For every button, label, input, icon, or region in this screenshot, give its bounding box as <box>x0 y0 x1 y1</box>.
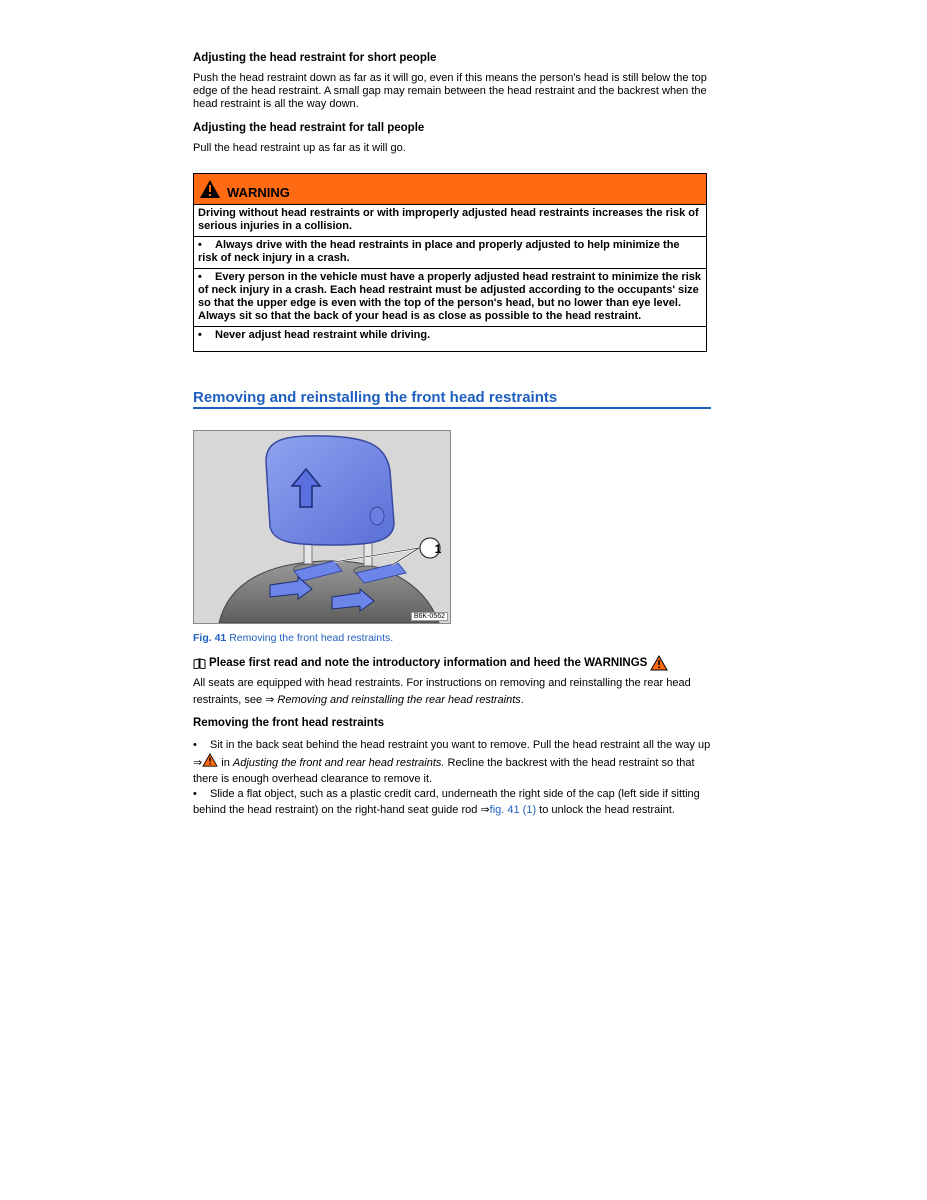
section-divider <box>193 407 711 409</box>
heading-tall-people: Adjusting the head restraint for tall people <box>193 122 425 134</box>
warning-intro: Driving without head restraints or with improperly adjusted head restraints increases the risk of serious injuries in a collision. <box>198 207 699 232</box>
bullet: • <box>198 271 202 283</box>
heading-removing: Removing the front head restraints <box>193 717 385 729</box>
bullet: • <box>198 329 202 341</box>
step-1-text: Recline the backrest with the head restraint so that there is enough overhead clearance to remove it. <box>193 757 695 785</box>
figure-callout-1: 1 <box>434 542 442 556</box>
step-1 <box>193 737 713 787</box>
book-icon <box>193 658 206 669</box>
head-restraint-illustration <box>194 431 450 623</box>
warning-triangle-icon[interactable] <box>650 655 668 671</box>
step-2-text: to unlock the head restraint. <box>536 804 675 816</box>
intro-text-part: . <box>520 694 524 706</box>
section-title: Removing and reinstalling the front head restraints <box>193 389 558 406</box>
figure-caption-text: Removing the front head restraints. <box>229 632 394 644</box>
step-1-text: in <box>218 757 233 769</box>
intro-text <box>193 675 713 709</box>
figure-number: Fig. 41 <box>193 632 227 644</box>
step-2 <box>193 786 713 818</box>
figure-head-restraint <box>193 430 451 624</box>
adjusting-reference-link[interactable]: Adjusting the front and rear head restraints. <box>232 757 445 769</box>
warning-item <box>194 326 706 345</box>
warning-item-text: Every person in the vehicle must have a properly adjusted head restraint to minimize the risk of neck injury in a crash. Each head restraint must be adjusted according to the occupants' size so that the upper edge is even with the top of the person's head, but no lower than eye level. Always sit so that the back of your head is as close as possible to the head restraint. <box>198 271 701 322</box>
warning-triangle-icon[interactable] <box>202 753 218 767</box>
step-2-text: Slide a flat object, such as a plastic credit card, underneath the right side of the cap (left side if sitting behind the head restraint) on the right-hand seat guide rod ⇒ <box>193 788 700 816</box>
warning-label: WARNING <box>227 185 290 200</box>
warning-header <box>194 174 706 205</box>
read-note <box>193 655 668 671</box>
warning-item-text: Always drive with the head restraints in place and properly adjusted to help minimize the risk of neck injury in a crash. <box>198 239 680 264</box>
warning-item <box>194 268 706 326</box>
figure-code: B6K-0562 <box>411 612 448 621</box>
warning-item <box>194 236 706 268</box>
step-1-text: Sit in the back seat behind the head restraint you want to remove. Pull the head restraint all the way up ⇒ <box>193 739 711 769</box>
figure-reference-link[interactable]: fig. 41 (1) <box>489 804 537 816</box>
warning-box <box>193 173 707 352</box>
bullet: • <box>193 739 197 751</box>
text-tall-people: Pull the head restraint up as far as it will go. <box>193 142 406 154</box>
read-note-text: Please first read and note the introductory information and heed the WARNINGS <box>209 657 648 669</box>
warning-item-text: Never adjust head restraint while driving. <box>215 329 431 341</box>
rear-restraints-link[interactable]: Removing and reinstalling the rear head restraints <box>277 694 521 706</box>
warning-triangle-icon <box>199 179 221 199</box>
text-short-people: Push the head restraint down as far as it will go, even if this means the person's head is still below the top edge of the head restraint. A small gap may remain between the head restraint and the backrest when the head restraint is all the way down. <box>193 72 707 110</box>
heading-short-people: Adjusting the head restraint for short people <box>193 52 437 64</box>
intro-text-part: All seats are equipped with head restraints. For instructions on removing and reinstalling the rear head restraints, see ⇒ <box>193 677 691 706</box>
bullet: • <box>193 788 197 800</box>
figure-caption <box>193 632 393 644</box>
bullet: • <box>198 239 202 251</box>
